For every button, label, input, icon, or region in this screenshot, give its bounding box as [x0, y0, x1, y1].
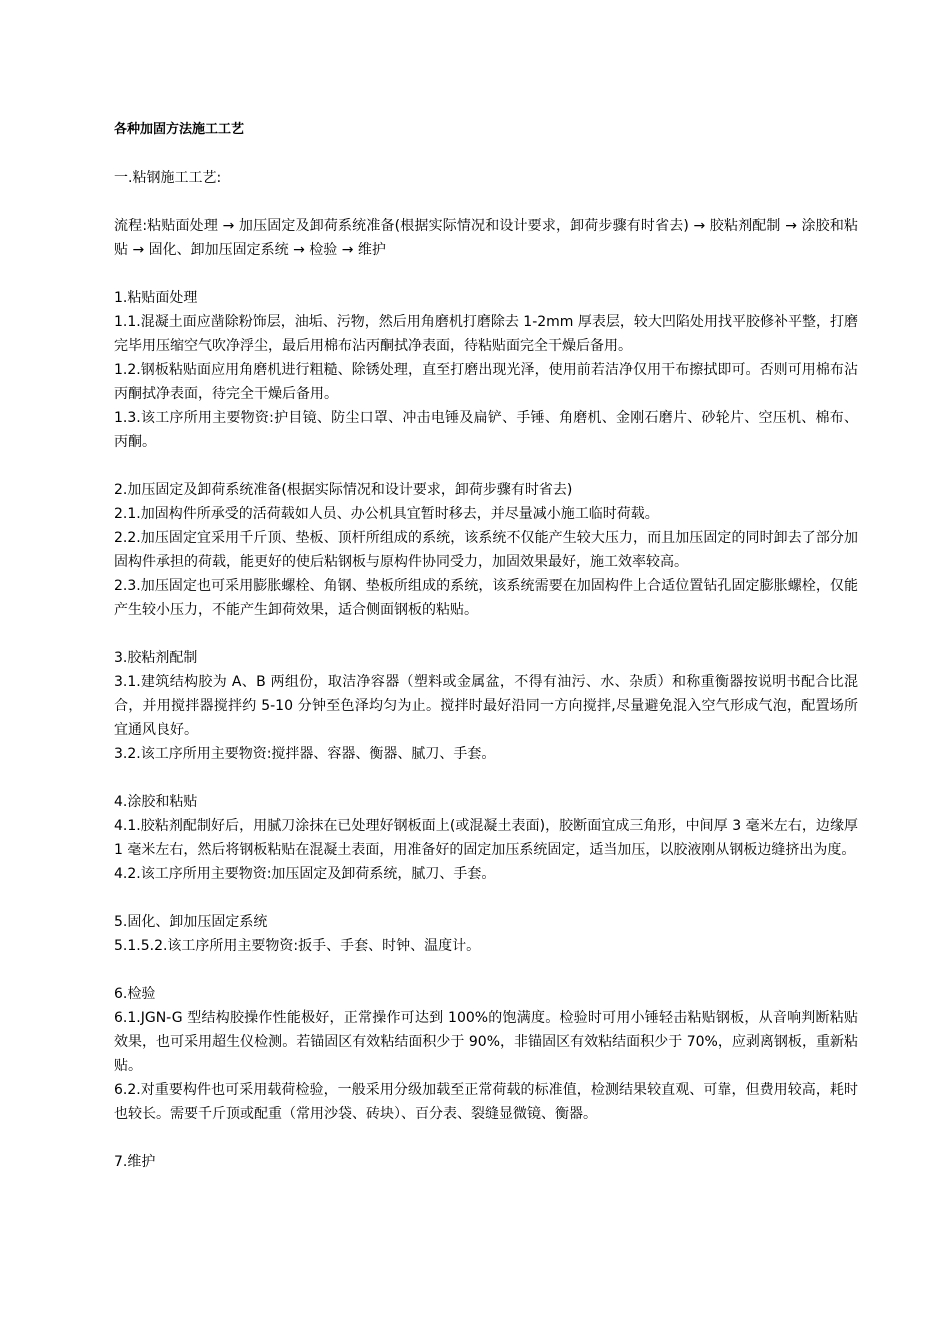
paragraph: 2.1.加固构件所承受的活荷载如人员、办公机具宜暂时移去，并尽量减小施工临时荷载。 — [114, 506, 659, 522]
paragraph: 3.2.该工序所用主要物资:搅拌器、容器、衡器、腻刀、手套。 — [114, 746, 496, 762]
process-flow-text: 流程:粘贴面处理 → 加压固定及卸荷系统准备(根据实际情况和设计要求，卸荷步骤有时省去) → 胶粘剂配制 → 涂胶和粘贴 → 固化、卸加压固定系统 → 检验 → 维护 — [114, 218, 858, 258]
section-title: 一.粘钢施工工艺: — [114, 170, 222, 186]
section-title: 4.涂胶和粘贴 — [114, 794, 198, 810]
section-7 — [114, 1150, 858, 1174]
paragraph: 2.3.加压固定也可采用膨胀螺栓、角钢、垫板所组成的系统，该系统需要在加固构件上合适位置钻孔固定膨胀螺栓，仅能产生较小压力，不能产生卸荷效果，适合侧面钢板的粘贴。 — [114, 578, 858, 618]
section-1 — [114, 286, 858, 454]
section-process-flow — [114, 214, 858, 262]
section-3 — [114, 646, 858, 766]
paragraph: 4.1.胶粘剂配制好后，用腻刀涂抹在已处理好钢板面上(或混凝土表面)，胶断面宜成三角形，中间厚 3 毫米左右，边缘厚 1 毫米左右，然后将钢板粘贴在混凝土表面，用准备好的固定加压系统固定，适当加压，以胶液刚从钢板边缝挤出为度。 — [114, 818, 858, 858]
section-heading — [114, 166, 858, 190]
paragraph: 4.2.该工序所用主要物资:加压固定及卸荷系统，腻刀、手套。 — [114, 866, 496, 882]
paragraph: 5.1.5.2.该工序所用主要物资:扳手、手套、时钟、温度计。 — [114, 938, 481, 954]
section-2 — [114, 478, 858, 622]
paragraph: 6.2.对重要构件也可采用载荷检验，一般采用分级加载至正常荷载的标准值，检测结果较直观、可靠，但费用较高，耗时也较长。需要千斤顶或配重（常用沙袋、砖块）、百分表、裂缝显微镜、衡器。 — [114, 1082, 858, 1122]
document-title: 各种加固方法施工工艺 — [114, 122, 245, 137]
section-title: 5.固化、卸加压固定系统 — [114, 914, 268, 930]
section-5 — [114, 910, 858, 958]
paragraph: 1.2.钢板粘贴面应用角磨机进行粗糙、除锈处理，直至打磨出现光泽，使用前若洁净仅用干布擦拭即可。否则可用棉布沾丙酮拭净表面，待完全干燥后备用。 — [114, 362, 858, 402]
section-title: 7.维护 — [114, 1154, 156, 1170]
section-title: 1.粘贴面处理 — [114, 290, 198, 306]
section-6 — [114, 982, 858, 1126]
section-4 — [114, 790, 858, 886]
paragraph: 1.3.该工序所用主要物资:护目镜、防尘口罩、冲击电锤及扁铲、手锤、角磨机、金刚石磨片、砂轮片、空压机、棉布、丙酮。 — [114, 410, 858, 450]
paragraph: 3.1.建筑结构胶为 A、B 两组份，取洁净容器（塑料或金属盆，不得有油污、水、杂质）和称重衡器按说明书配合比混合，并用搅拌器搅拌约 5-10 分钟至色泽均匀为止。搅拌时最好沿同一方向搅拌,尽量避免混入空气形成气泡，配置场所宜通风良好。 — [114, 674, 858, 738]
paragraph: 2.2.加压固定宜采用千斤顶、垫板、顶杆所组成的系统，该系统不仅能产生较大压力，而且加压固定的同时卸去了部分加固构件承担的荷载，能更好的使后粘钢板与原构件协同受力，加固效果最好，施工效率较高。 — [114, 530, 858, 570]
paragraph: 1.1.混凝土面应凿除粉饰层，油垢、污物，然后用角磨机打磨除去 1-2mm 厚表层，较大凹陷处用找平胶修补平整，打磨完毕用压缩空气吹净浮尘，最后用棉布沾丙酮拭净表面，待粘贴面完全干燥后备用。 — [114, 314, 858, 354]
section-title: 2.加压固定及卸荷系统准备(根据实际情况和设计要求，卸荷步骤有时省去) — [114, 482, 573, 498]
document-page — [114, 118, 858, 1198]
section-title: 6.检验 — [114, 986, 156, 1002]
paragraph: 6.1.JGN-G 型结构胶操作性能极好，正常操作可达到 100%的饱满度。检验时可用小锤轻击粘贴钢板，从音响判断粘贴效果，也可采用超生仪检测。若锚固区有效粘结面积少于 90%，非锚固区有效粘结面积少于 70%，应剥离钢板，重新粘贴。 — [114, 1010, 858, 1074]
section-title: 3.胶粘剂配制 — [114, 650, 198, 666]
